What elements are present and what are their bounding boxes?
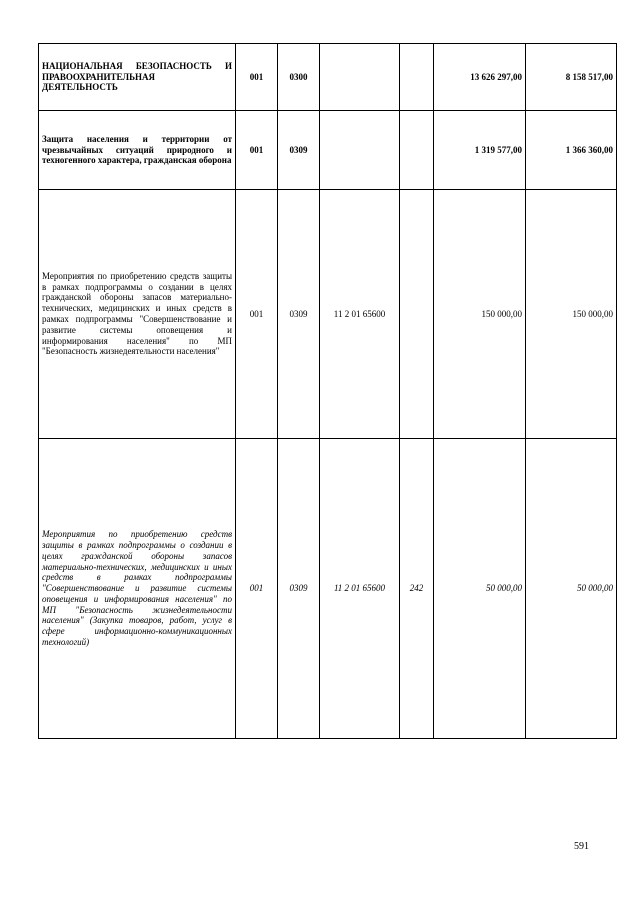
- table-row: [39, 439, 617, 739]
- row-sum-1: 150 000,00: [434, 190, 526, 439]
- row-vr: [400, 44, 434, 111]
- row-sum-1: 1 319 577,00: [434, 111, 526, 190]
- row-ved: 001: [236, 439, 278, 739]
- row-rzpr: 0309: [278, 190, 320, 439]
- row-sum-2: 150 000,00: [526, 190, 617, 439]
- row-csr: 11 2 01 65600: [320, 439, 400, 739]
- row-vr: 242: [400, 439, 434, 739]
- row-ved: 001: [236, 190, 278, 439]
- row-csr: [320, 44, 400, 111]
- row-name: Защита населения и территории от чрезвычайных ситуаций природного и техногенного характера, гражданская оборона: [39, 111, 236, 190]
- row-csr: [320, 111, 400, 190]
- table-row: [39, 190, 617, 439]
- row-ved: 001: [236, 44, 278, 111]
- row-name: Мероприятия по приобретению средств защиты в рамках подпрограммы о создании в целях гражданской обороны запасов материально-технических, медицинских и иных средств в рамках подпрограммы "Совершенствование и развитие системы оповещения и информирования населения" по МП "Безопасность жизнедеятельности населения": [39, 190, 236, 439]
- row-sum-1: 50 000,00: [434, 439, 526, 739]
- row-vr: [400, 190, 434, 439]
- row-rzpr: 0300: [278, 44, 320, 111]
- row-rzpr: 0309: [278, 111, 320, 190]
- page-number: 591: [574, 841, 589, 852]
- row-rzpr: 0309: [278, 439, 320, 739]
- row-sum-1: 13 626 297,00: [434, 44, 526, 111]
- row-name: НАЦИОНАЛЬНАЯ БЕЗОПАСНОСТЬ И ПРАВООХРАНИТЕЛЬНАЯ ДЕЯТЕЛЬНОСТЬ: [39, 44, 236, 111]
- row-csr: 11 2 01 65600: [320, 190, 400, 439]
- row-ved: 001: [236, 111, 278, 190]
- row-vr: [400, 111, 434, 190]
- row-sum-2: 8 158 517,00: [526, 44, 617, 111]
- table-row: [39, 111, 617, 190]
- table-row: [39, 44, 617, 111]
- row-sum-2: 1 366 360,00: [526, 111, 617, 190]
- row-name: Мероприятия по приобретению средств защиты в рамках подпрограммы о создании в целях гражданской обороны запасов материально-технических, медицинских и иных средств в рамках подпрограммы "Совершенствование и развитие системы оповещения и информирования населения" по МП "Безопасность жизнедеятельности населения" (Закупка товаров, работ, услуг в сфере информационно-коммуникационных технологий): [39, 439, 236, 739]
- budget-table: [38, 43, 617, 739]
- row-sum-2: 50 000,00: [526, 439, 617, 739]
